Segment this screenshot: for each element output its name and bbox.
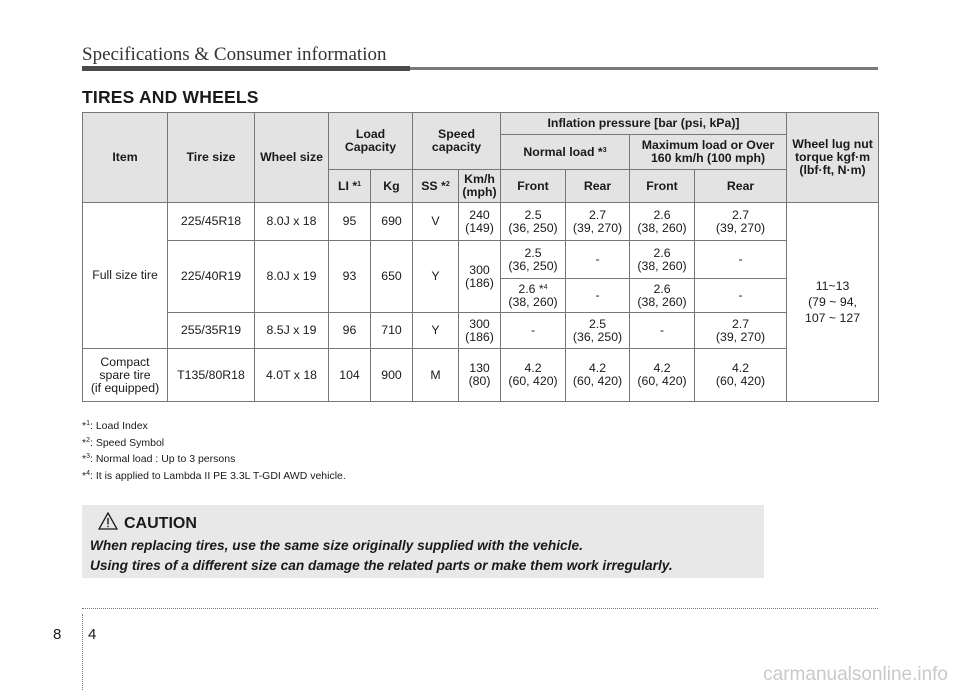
cell-normal-rear: 2.5 (36, 250) xyxy=(566,313,630,349)
cell-wheel: 4.0T x 18 xyxy=(255,349,329,402)
cell-max-front: 4.2 (60, 420) xyxy=(630,349,695,402)
cell-speed: 300 (186) xyxy=(459,241,501,313)
cell-ss: Y xyxy=(413,313,459,349)
header-lug-torque: Wheel lug nut torque kgf·m (lbf·ft, N·m) xyxy=(787,113,879,203)
cell-max-front: 2.6 (38, 260) xyxy=(630,279,695,313)
cell-kg: 690 xyxy=(371,203,413,241)
cell-max-front: 2.6 (38, 260) xyxy=(630,241,695,279)
cell-speed: 300 (186) xyxy=(459,313,501,349)
cell-li: 93 xyxy=(329,241,371,313)
header-li: LI *$^1$ xyxy=(329,170,371,203)
cell-normal-front: - xyxy=(501,313,566,349)
caution-title: CAUTION xyxy=(124,514,197,532)
chapter-number: 8 xyxy=(53,626,62,643)
cell-li: 96 xyxy=(329,313,371,349)
cell-max-rear: 4.2 (60, 420) xyxy=(695,349,787,402)
caution-box xyxy=(82,505,764,578)
cell-max-rear: - xyxy=(695,241,787,279)
cell-wheel: 8.0J x 18 xyxy=(255,203,329,241)
watermark: carmanualsonline.info xyxy=(763,664,948,685)
cell-kg: 900 xyxy=(371,349,413,402)
cell-ss: M xyxy=(413,349,459,402)
page-number-divider xyxy=(82,614,83,690)
cell-normal-front: 4.2 (60, 420) xyxy=(501,349,566,402)
header-rule-dark xyxy=(82,66,410,71)
cell-normal-rear: - xyxy=(566,241,630,279)
cell-speed: 240 (149) xyxy=(459,203,501,241)
cell-normal-front: 2.5 (36, 250) xyxy=(501,241,566,279)
table-row xyxy=(83,349,879,402)
cell-tire: 225/40R19 xyxy=(168,241,255,313)
cell-max-rear: - xyxy=(695,279,787,313)
cell-ss: V xyxy=(413,203,459,241)
header-load-capacity: Load Capacity xyxy=(329,113,413,170)
header-tire-size: Tire size xyxy=(168,113,255,203)
header-normal-front: Front xyxy=(501,170,566,203)
footnote: *$^3$: Normal load : Up to 3 persons xyxy=(82,453,236,465)
header-item: Item xyxy=(83,113,168,203)
caution-line: Using tires of a different size can damage the related parts or make them work irregularly. xyxy=(90,558,673,573)
header-max-rear: Rear xyxy=(695,170,787,203)
cell-speed: 130 (80) xyxy=(459,349,501,402)
cell-normal-rear: 4.2 (60, 420) xyxy=(566,349,630,402)
header-ss: SS *$^2$ xyxy=(413,170,459,203)
header-kmh: Km/h (mph) xyxy=(459,170,501,203)
caution-text xyxy=(90,536,673,576)
header-wheel-size: Wheel size xyxy=(255,113,329,203)
table-row xyxy=(83,241,879,279)
header-normal-load: Normal load *$^3$ xyxy=(501,135,630,170)
cell-li: 104 xyxy=(329,349,371,402)
cell-max-front: 2.6 (38, 260) xyxy=(630,203,695,241)
warning-triangle-icon xyxy=(98,512,118,535)
cell-li: 95 xyxy=(329,203,371,241)
header-kg: Kg xyxy=(371,170,413,203)
section-title: TIRES AND WHEELS xyxy=(82,87,259,107)
footnote: *$^4$: It is applied to Lambda II PE 3.3L T-GDI AWD vehicle. xyxy=(82,469,346,482)
header-speed-capacity: Speed capacity xyxy=(413,113,501,170)
header-inflation: Inflation pressure [bar (psi, kPa)] xyxy=(501,113,787,135)
cell-ss: Y xyxy=(413,241,459,313)
footnote: *$^2$: Speed Symbol xyxy=(82,436,165,449)
cell-wheel: 8.5J x 19 xyxy=(255,313,329,349)
cell-normal-front: 2.5 (36, 250) xyxy=(501,203,566,241)
cell-kg: 650 xyxy=(371,241,413,313)
chapter-title: Specifications & Consumer information xyxy=(82,44,387,65)
cell-item-spare: Compact spare tire (if equipped) xyxy=(83,349,168,402)
table-row xyxy=(83,203,879,241)
caution-header xyxy=(98,512,197,535)
header-rule-light xyxy=(410,67,878,70)
table-row xyxy=(83,313,879,349)
page-number: 4 xyxy=(88,626,97,643)
header-max-load: Maximum load or Over 160 km/h (100 mph) xyxy=(630,135,787,170)
caution-line: When replacing tires, use the same size originally supplied with the vehicle. xyxy=(90,538,583,553)
header-max-front: Front xyxy=(630,170,695,203)
cell-normal-rear: - xyxy=(566,279,630,313)
cell-normal-rear: 2.7 (39, 270) xyxy=(566,203,630,241)
cell-wheel: 8.0J x 19 xyxy=(255,241,329,313)
cell-max-front: - xyxy=(630,313,695,349)
cell-tire: 225/45R18 xyxy=(168,203,255,241)
cell-tire: 255/35R19 xyxy=(168,313,255,349)
group-full-size: Full size tire xyxy=(83,203,168,349)
tire-spec-table xyxy=(82,112,879,402)
cell-kg: 710 xyxy=(371,313,413,349)
cell-max-rear: 2.7 (39, 270) xyxy=(695,313,787,349)
header-normal-rear: Rear xyxy=(566,170,630,203)
footnote: *$^1$: Load Index xyxy=(82,420,148,432)
cell-normal-front: 2.6 *$^4$ (38, 260) xyxy=(501,279,566,313)
cell-max-rear: 2.7 (39, 270) xyxy=(695,203,787,241)
footnotes xyxy=(82,418,346,484)
cell-tire: T135/80R18 xyxy=(168,349,255,402)
cell-lug-torque: 11~13 (79 ~ 94, 107 ~ 127 xyxy=(787,203,879,402)
page-divider xyxy=(82,608,878,609)
